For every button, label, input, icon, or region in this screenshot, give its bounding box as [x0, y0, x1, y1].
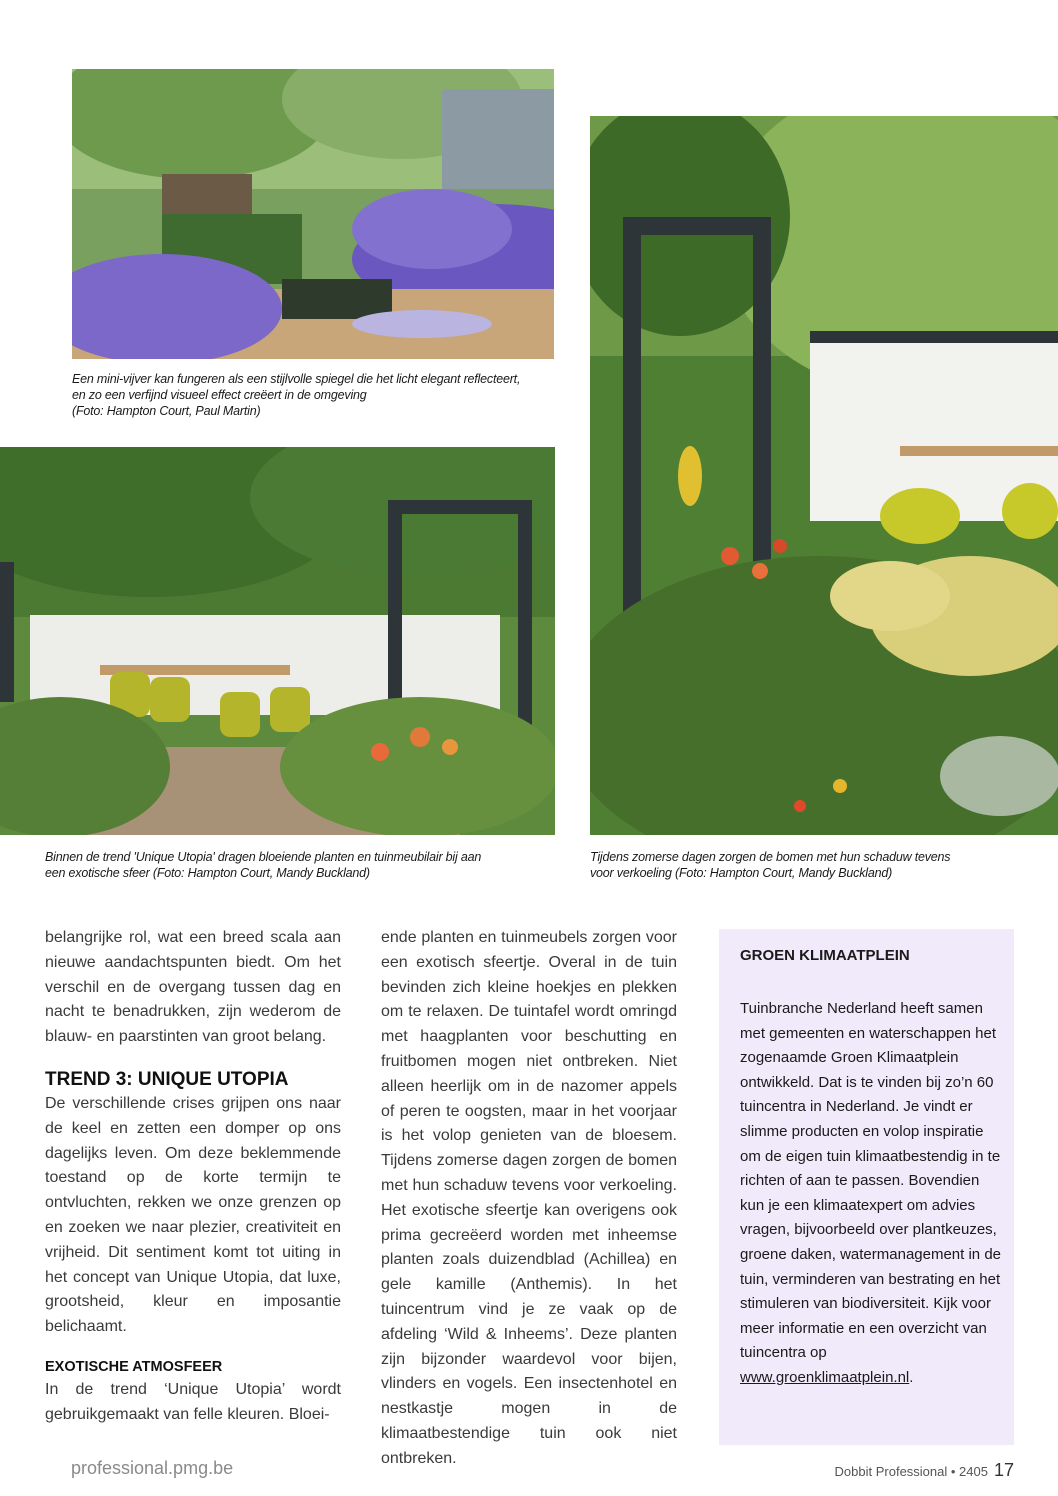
- footer-magazine: Dobbit Professional • 2405: [834, 1464, 988, 1479]
- sidebar-link[interactable]: www.groenklimaatplein.nl: [740, 1368, 910, 1386]
- footer-website[interactable]: professional.pmg.be: [71, 1458, 234, 1478]
- garden-yellow-chairs-photo: [0, 447, 555, 835]
- caption-line: Tijdens zomerse dagen zorgen de bomen met hun schaduw tevens: [590, 850, 951, 864]
- trend-paragraph: De verschillende crises grijpen ons naar de keel en zetten een domper op ons dagelijks leven. Om deze beklemmende toestand op de korte termijn te ontvluchten, rekken we onze grenzen op en zoeken we naar plezier, creativiteit en vrijheid. Dit sentiment komt tot uiting in het concept van Unique Utopia, dat luxe, grootsheid, kleur en imposantie belichaamt.: [45, 1094, 341, 1336]
- caption-line: Binnen de trend 'Unique Utopia' dragen bloeiende planten en tuinmeubilair bij aan: [45, 850, 482, 864]
- photo1-caption: [72, 371, 572, 419]
- garden-pond-lavender-photo: [72, 69, 554, 359]
- sidebar-box: [719, 929, 1014, 1445]
- intro-paragraph: belangrijke rol, wat een breed scala aan nieuwe aandachtspunten biedt. Om het verschil en de overgang tussen dag en nacht te benadrukken, zijn wederom de blauw- en paarstinten van groot belang.: [45, 929, 341, 1046]
- garden-frame-yellow-flowers-photo: [590, 116, 1058, 835]
- caption-line: Een mini-vijver kan fungeren als een stijlvolle spiegel die het licht elegant reflecteert,: [72, 372, 521, 386]
- sidebar-text: Tuinbranche Nederland heeft samen met gemeenten en waterschappen het zogenaamde Groen Klimaatplein ontwikkeld. Dat is te vinden bij zo’n 60 tuincentra in Nederland. Je vindt er slimme producten en volop inspiratie om de eigen tuin klimaatbestendig in te richten of aan te passen. Bovendien kun je een klimaatexpert om advies vragen, bijvoorbeeld over plantkeuzes, groene daken, watermanagement in de tuin, verminderen van bestrating en het stimuleren van biodiversiteit. Kijk voor meer informatie en een overzicht van tuincentra op: [740, 1000, 1002, 1362]
- footer-issue: [835, 1460, 1014, 1481]
- sidebar-body: [740, 997, 1002, 1391]
- caption-line: voor verkoeling (Foto: Hampton Court, Mandy Buckland): [590, 866, 893, 880]
- photo2-caption: [45, 849, 565, 881]
- page-number: 17: [993, 1460, 1014, 1480]
- column2-paragraph: ende planten en tuinmeubels zorgen voor een exotisch sfeertje. Overal in de tuin bevinden zich kleine hoekjes en plekken om te relaxen. De tuintafel wordt omringd met haagplanten voor beschutting en fruitbomen mogen niet ontbreken. Niet alleen heerlijk om in de nazomer appels of peren te oogsten, maar in het voorjaar is het volop genieten van de bloesem. Tijdens zomerse dagen zorgen de bomen met hun schaduw tevens voor verkoeling. Het exotische sfeertje kan overigens ook prima gecreëerd worden met inheemse planten zoals duizendblad (Achillea) en gele kamille (Anthemis). In het tuincentrum vind je ze vaak op de afdeling ‘Wild & Inheems’. Deze planten zijn bijzonder waardevol voor bijen, vlinders en vogels. Een insectenhotel en nestkastje mogen in de klimaatbestendige tuin ook niet ontbreken.: [381, 929, 677, 1467]
- caption-line: en zo een verfijnd visueel effect creëert in de omgeving: [72, 388, 367, 402]
- sub-heading: EXOTISCHE ATMOSFEER: [45, 1358, 223, 1375]
- article-column-2: [381, 926, 677, 1472]
- caption-line: (Foto: Hampton Court, Paul Martin): [72, 404, 261, 418]
- photo3-caption: [590, 849, 1050, 881]
- sidebar-title: GROEN KLIMAATPLEIN: [740, 947, 910, 964]
- trend-heading: TREND 3: UNIQUE UTOPIA: [45, 1068, 289, 1090]
- sub-paragraph: In de trend ‘Unique Utopia’ wordt gebruikgemaakt van felle kleuren. Bloei-: [45, 1380, 341, 1423]
- article-column-1: [45, 926, 341, 1428]
- caption-line: een exotische sfeer (Foto: Hampton Court, Mandy Buckland): [45, 866, 370, 880]
- sidebar-text-end: .: [909, 1368, 914, 1386]
